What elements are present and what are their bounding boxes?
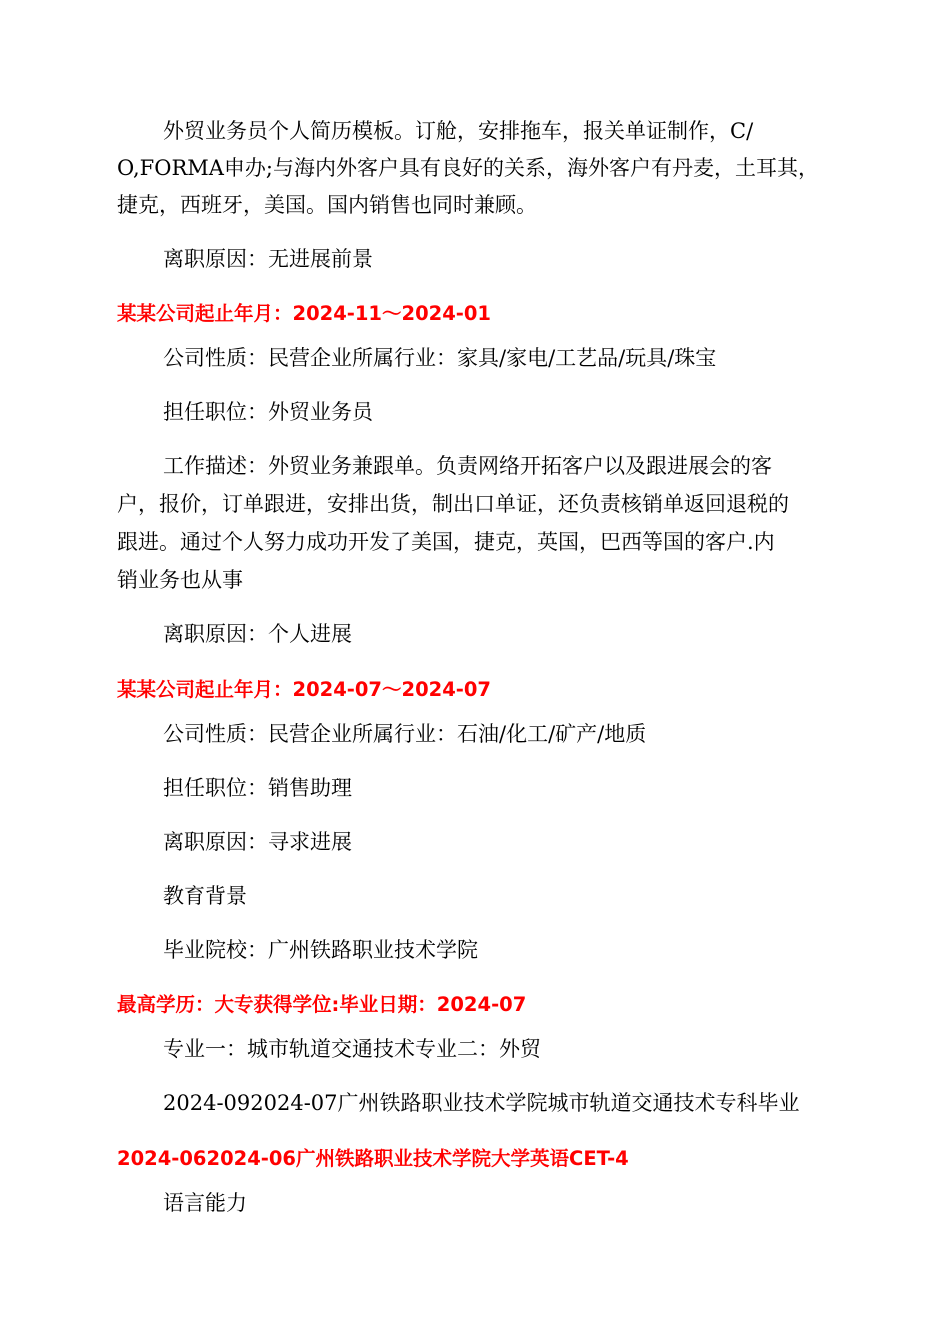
education-record: 2024-092024-07广州铁路职业技术学院城市轨道交通技术专科毕业: [163, 1091, 800, 1115]
job-description-line: 销业务也从事: [117, 568, 243, 592]
job-heading: 某某公司起止年月：2024-07～2024-07: [117, 678, 492, 701]
job-description-line: 户，报价，订单跟进，安排出货，制出口单证，还负责核销单返回退税的: [117, 492, 789, 516]
paragraph-line: 捷克，西班牙，美国。国内销售也同时兼顾。: [117, 193, 537, 217]
job-position: 担任职位：销售助理: [163, 776, 352, 800]
paragraph-line: 外贸业务员个人简历模板。订舱，安排拖车，报关单证制作，C/: [163, 119, 754, 143]
job-position: 担任职位：外贸业务员: [163, 400, 373, 424]
graduate-school: 毕业院校：广州铁路职业技术学院: [163, 938, 478, 962]
job-description-line: 跟进。通过个人努力成功开发了美国，捷克，英国，巴西等国的客户.内: [117, 530, 775, 554]
section-title-education: 教育背景: [163, 884, 247, 908]
degree-heading: 最高学历：大专获得学位:毕业日期：2024-07: [117, 993, 527, 1016]
leave-reason: 离职原因：寻求进展: [163, 830, 352, 854]
company-nature: 公司性质：民营企业所属行业：石油/化工/矿产/地质: [163, 722, 647, 746]
leave-reason: 离职原因：无进展前景: [163, 247, 373, 271]
company-nature: 公司性质：民营企业所属行业：家具/家电/工艺品/玩具/珠宝: [163, 346, 717, 370]
paragraph-line: O,FORMA申办;与海内外客户具有良好的关系，海外客户有丹麦，土耳其，: [117, 156, 820, 180]
job-heading: 某某公司起止年月：2024-11～2024-01: [117, 302, 492, 325]
job-description-line: 工作描述：外贸业务兼跟单。负责网络开拓客户以及跟进展会的客: [163, 454, 772, 478]
leave-reason: 离职原因：个人进展: [163, 622, 352, 646]
major-info: 专业一：城市轨道交通技术专业二：外贸: [163, 1037, 541, 1061]
section-title-language: 语言能力: [163, 1191, 247, 1215]
certificate-heading: 2024-062024-06广州铁路职业技术学院大学英语CET-4: [117, 1147, 629, 1170]
